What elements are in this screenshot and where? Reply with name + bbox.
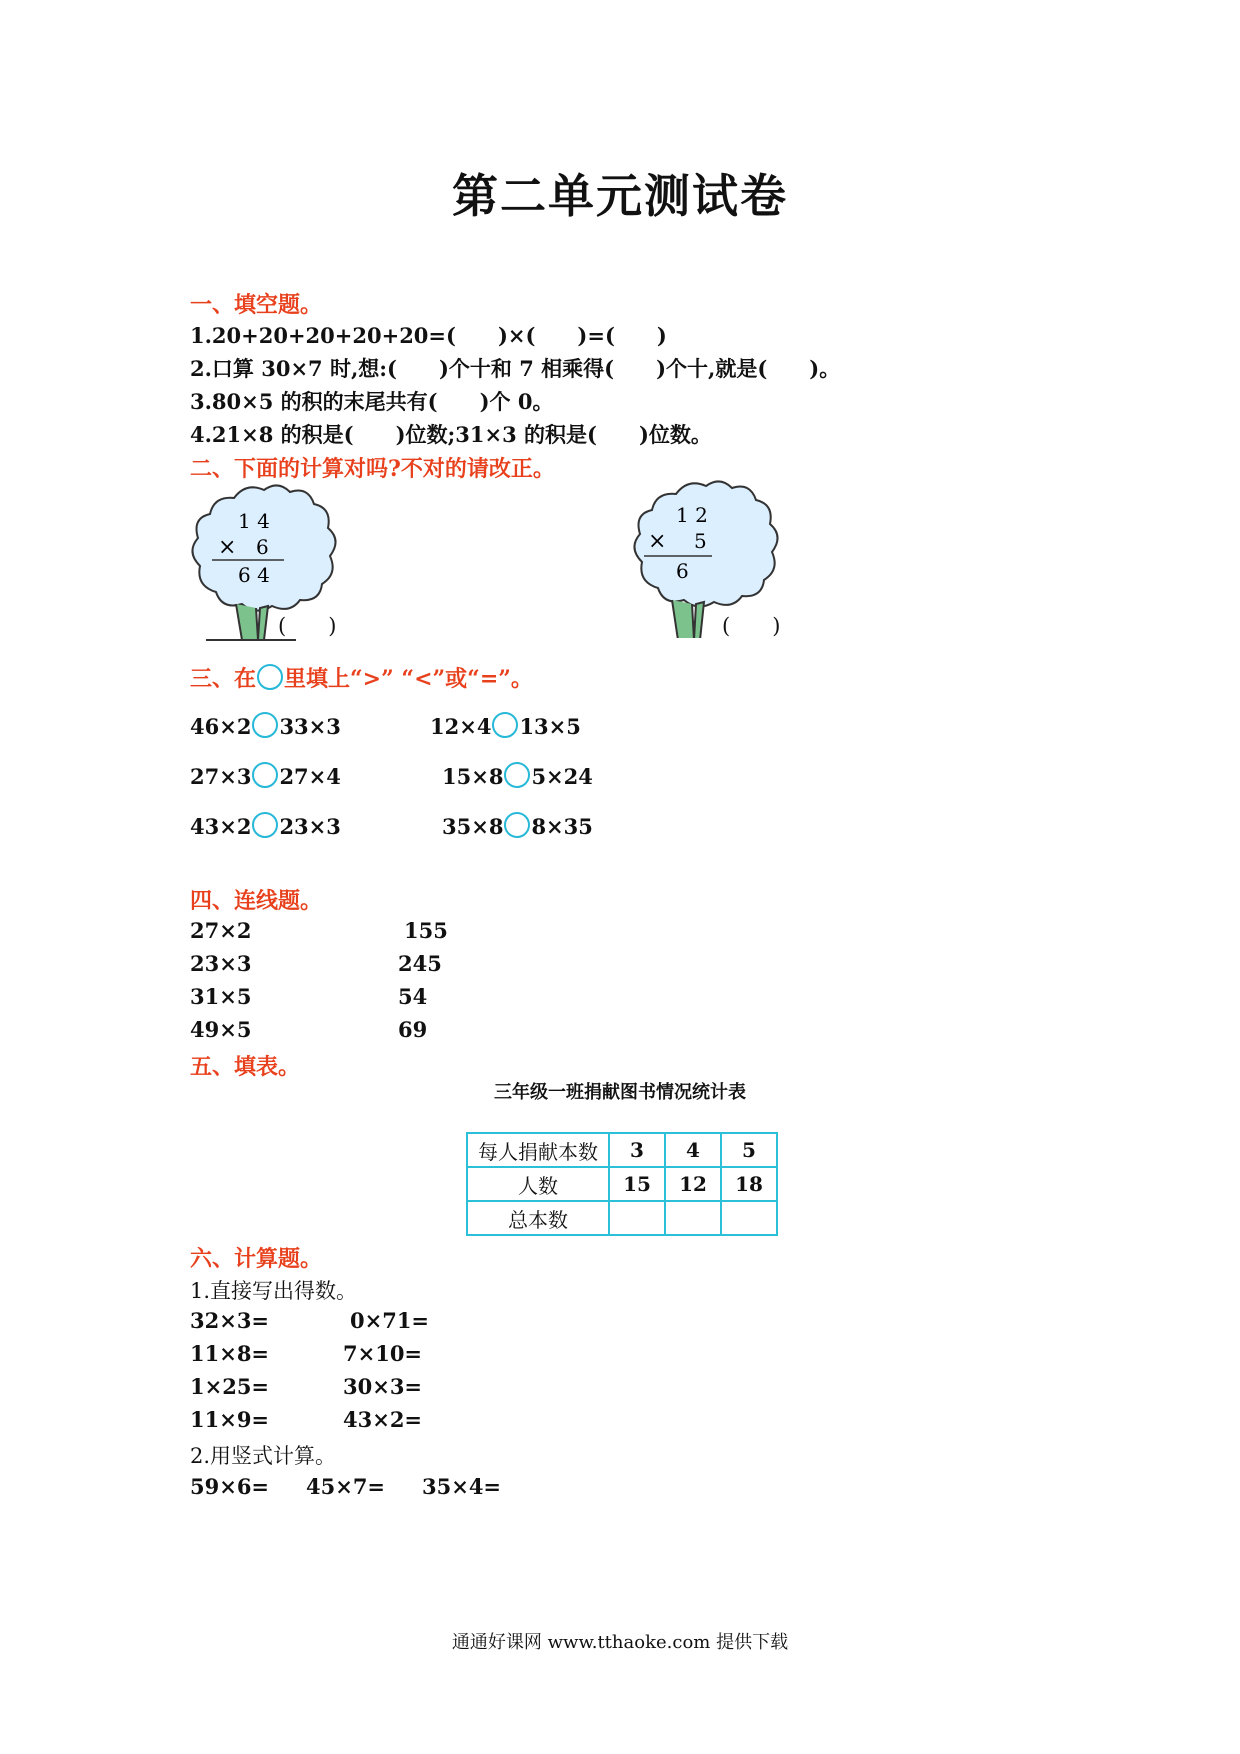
tree-2-answer: ( ) — [722, 614, 781, 638]
row-label: 总本数 — [467, 1201, 609, 1235]
calc-item: 11×9= — [190, 1407, 270, 1432]
table-cell: 3 — [609, 1133, 665, 1167]
section-3-heading-a: 三、在 — [190, 666, 257, 692]
section-5-heading: 五、填表。 — [190, 1054, 301, 1080]
compare-expr: 27×4 — [279, 764, 341, 789]
fill-blank-3: 3.80×5 的积的末尾共有( )个 0。 — [190, 389, 554, 414]
compare-row-3-left — [190, 812, 341, 839]
answer-cell[interactable] — [721, 1201, 777, 1235]
answer-cell[interactable] — [665, 1201, 721, 1235]
calc-item: 43×2= — [343, 1407, 423, 1432]
compare-row-2-left — [190, 762, 341, 789]
compare-row-1-left — [190, 712, 341, 739]
match-left-item[interactable]: 23×3 — [190, 951, 252, 976]
section-2-heading: 二、下面的计算对吗?不对的请改正。 — [190, 456, 555, 482]
calc-item: 11×8= — [190, 1341, 270, 1366]
compare-expr: 43×2 — [190, 814, 252, 839]
compare-row-3-right — [442, 812, 593, 839]
table-row — [467, 1133, 777, 1167]
match-right-item[interactable]: 245 — [398, 951, 442, 976]
table-cell: 4 — [665, 1133, 721, 1167]
compare-circle[interactable] — [504, 812, 530, 838]
compare-expr: 13×5 — [519, 714, 581, 739]
table-cell: 5 — [721, 1133, 777, 1167]
fill-blank-1: 1.20+20+20+20+20=( )×( )=( ) — [190, 323, 667, 348]
compare-circle[interactable] — [252, 712, 278, 738]
compare-circle[interactable] — [252, 762, 278, 788]
tree-1-answer: ( ) — [278, 614, 337, 638]
section-3-heading-b: 里填上“>” “<”或“=”。 — [284, 666, 533, 692]
vertical-calc-item: 35×4= — [422, 1474, 502, 1499]
vertical-calc-item: 45×7= — [306, 1474, 386, 1499]
stats-table — [466, 1132, 778, 1236]
row-label: 人数 — [467, 1167, 609, 1201]
tree-1-result: 6 4 — [238, 563, 270, 587]
vertical-calc-item: 59×6= — [190, 1474, 270, 1499]
compare-expr: 15×8 — [442, 764, 504, 789]
calc-item: 32×3= — [190, 1308, 270, 1333]
compare-expr: 5×24 — [531, 764, 593, 789]
table-cell: 15 — [609, 1167, 665, 1201]
tree-2-mid: 5 — [694, 529, 707, 553]
row-label: 每人捐献本数 — [467, 1133, 609, 1167]
footer-credit: 通通好课网 www.tthaoke.com 提供下载 — [451, 1632, 789, 1653]
compare-circle[interactable] — [492, 712, 518, 738]
compare-expr: 12×4 — [430, 714, 492, 739]
table-cell: 12 — [665, 1167, 721, 1201]
compare-expr: 27×3 — [190, 764, 252, 789]
match-left-item[interactable]: 27×2 — [190, 918, 252, 943]
answer-cell[interactable] — [609, 1201, 665, 1235]
fill-blank-4: 4.21×8 的积是( )位数;31×3 的积是( )位数。 — [190, 422, 712, 447]
calc-item: 7×10= — [343, 1341, 423, 1366]
fill-blank-2: 2.口算 30×7 时,想:( )个十和 7 相乘得( )个十,就是( )。 — [190, 356, 841, 381]
circle-icon — [257, 664, 283, 690]
compare-circle[interactable] — [252, 812, 278, 838]
section-4-heading: 四、连线题。 — [190, 888, 323, 914]
calc-item: 0×71= — [350, 1308, 430, 1333]
calc-item: 1×25= — [190, 1374, 270, 1399]
table-row — [467, 1201, 777, 1235]
match-left-item[interactable]: 49×5 — [190, 1017, 252, 1042]
calc-sub-2: 2.用竖式计算。 — [190, 1444, 337, 1468]
compare-row-1-right — [430, 712, 581, 739]
tree-2-result: 6 — [676, 559, 689, 583]
compare-expr: 35×8 — [442, 814, 504, 839]
tree-2-op: × — [648, 529, 667, 554]
table-caption: 三年级一班捐献图书情况统计表 — [494, 1082, 746, 1103]
table-cell: 18 — [721, 1167, 777, 1201]
tree-1-top: 1 4 — [238, 509, 270, 533]
calc-sub-1: 1.直接写出得数。 — [190, 1279, 358, 1303]
tree-2-top: 1 2 — [676, 503, 708, 527]
match-right-item[interactable]: 155 — [404, 918, 448, 943]
compare-expr: 23×3 — [279, 814, 341, 839]
table-row — [467, 1167, 777, 1201]
match-right-item[interactable]: 54 — [398, 984, 428, 1009]
compare-row-2-right — [442, 762, 593, 789]
page-title: 第二单元测试卷 — [452, 169, 788, 223]
section-1-heading: 一、填空题。 — [190, 292, 323, 318]
compare-circle[interactable] — [504, 762, 530, 788]
section-6-heading: 六、计算题。 — [190, 1246, 323, 1272]
match-left-item[interactable]: 31×5 — [190, 984, 252, 1009]
calc-item: 30×3= — [343, 1374, 423, 1399]
tree-1-mid: 6 — [256, 535, 269, 559]
compare-expr: 33×3 — [279, 714, 341, 739]
compare-expr: 8×35 — [531, 814, 593, 839]
compare-expr: 46×2 — [190, 714, 252, 739]
tree-1-op: × — [218, 535, 237, 560]
section-3-heading — [190, 662, 533, 693]
match-right-item[interactable]: 69 — [398, 1017, 428, 1042]
